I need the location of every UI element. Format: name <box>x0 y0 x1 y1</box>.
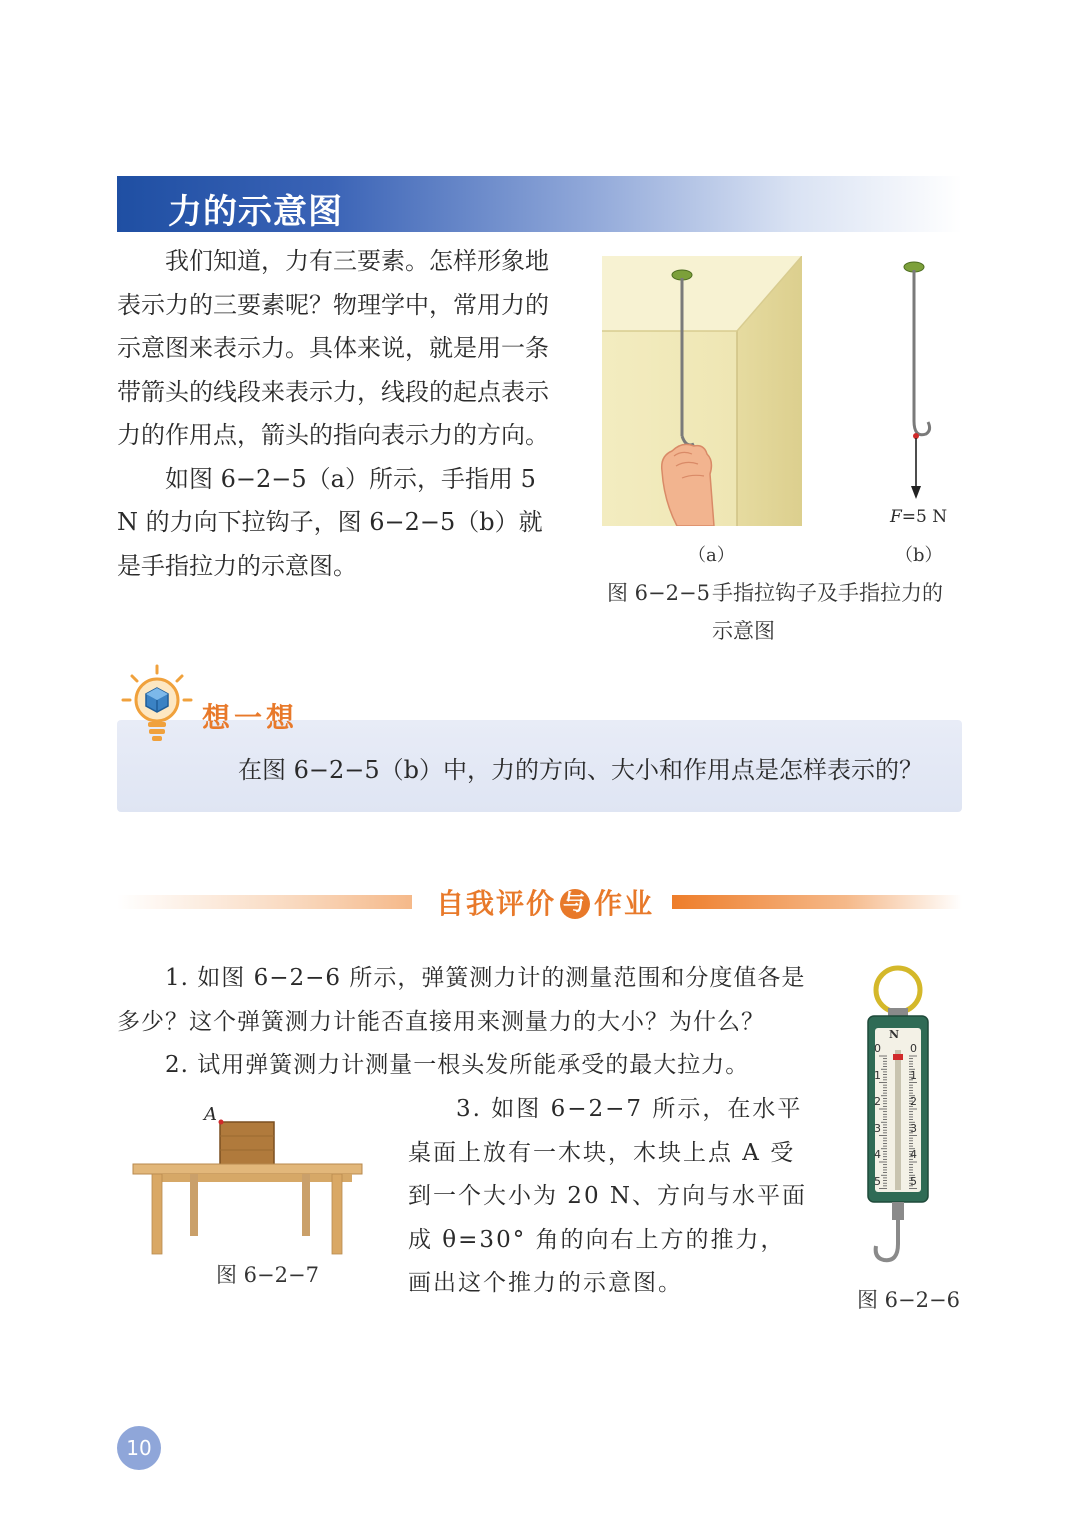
point-a-label: A <box>204 1104 217 1125</box>
figure-625-caption-line2: 示意图 <box>712 619 775 643</box>
question-2: 2. 试用弹簧测力计测量一根头发所能承受的最大拉力。 <box>165 1052 750 1078</box>
homework-divider-right <box>672 895 962 909</box>
intro-text <box>117 240 557 588</box>
question-1: 1. 如图 6−2−6 所示，弹簧测力计的测量范围和分度值各是多少？这个弹簧测力计能否直接用来测量力的大小？为什么？ <box>117 965 806 1035</box>
scale-label-left: 5 <box>874 1174 881 1188</box>
scale-label-left: 3 <box>874 1121 881 1135</box>
scale-label-right: 3 <box>910 1121 917 1135</box>
figure-626-caption: 图 6−2−6 <box>857 1288 960 1312</box>
figure-force-diagram <box>880 256 960 511</box>
scale-label-right: 0 <box>910 1042 917 1055</box>
think-question: 在图 6−2−5（b）中，力的方向、大小和作用点是怎样表示的？ <box>238 756 924 784</box>
figure-625-caption-number: 图 6−2−5 <box>607 581 710 605</box>
scale-label-right: 5 <box>910 1174 917 1188</box>
scale-label-left: 1 <box>874 1068 881 1082</box>
question-3: 3. 如图 6−2−7 所示，在水平桌面上放有一木块，木块上点 A 受到一个大小为 20 N、方向与水平面成 θ=30° 角的向右上方的推力，画出这个推力的示意图。 <box>408 1096 808 1296</box>
intro-paragraph-1: 我们知道，力有三要素。怎样形象地表示力的三要素呢？物理学中，常用力的示意图来表示力。具体来说，就是用一条带箭头的线段来表示力，线段的起点表示力的作用点，箭头的指向表示力的方向。 <box>117 247 549 449</box>
scale-label-left: 2 <box>874 1095 881 1108</box>
figure-625-caption-line1: 手指拉钩子及手指拉力的 <box>712 581 943 605</box>
homework-title: 自我评价 与 作业 <box>436 887 655 920</box>
figure-hand-pulling-hook <box>602 256 802 526</box>
think-title: 想一想 <box>202 701 299 734</box>
figure-label-b: （b） <box>895 545 943 566</box>
scale-label-right: 1 <box>910 1068 917 1082</box>
figure-label-a: （a） <box>688 545 735 566</box>
page-number: 10 <box>117 1426 161 1470</box>
lightbulb-icon <box>120 664 194 744</box>
intro-paragraph-2: 如图 6−2−5（a）所示，手指用 5 N 的力向下拉钩子，图 6−2−5（b）就是手指拉力的示意图。 <box>117 464 543 580</box>
scale-label-right: 4 <box>910 1148 917 1161</box>
scale-unit: N <box>889 1028 900 1041</box>
figure-table-block <box>130 1100 366 1260</box>
scale-label-left: 0 <box>874 1042 881 1055</box>
scale-label-right: 2 <box>910 1095 917 1108</box>
scale-label-left: 4 <box>874 1148 881 1161</box>
homework-divider-left <box>117 895 412 909</box>
figure-spring-scale <box>862 962 934 1278</box>
force-label: F=5 N <box>890 507 948 527</box>
figure-627-caption: 图 6−2−7 <box>216 1263 319 1287</box>
section-title: 力的示意图 <box>168 192 343 232</box>
